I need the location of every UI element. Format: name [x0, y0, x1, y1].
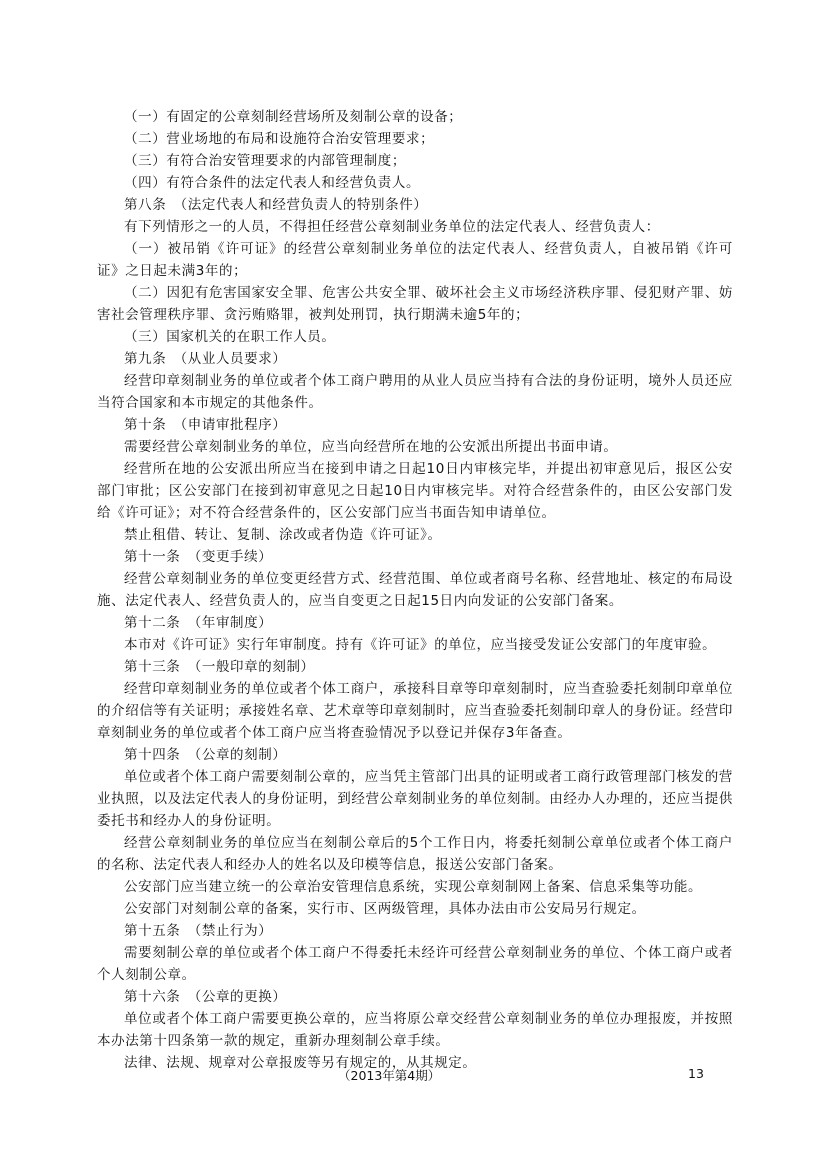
item-1: （一）有固定的公章刻制经营场所及刻制公章的设备； [124, 109, 463, 125]
article-15-heading: 第十五条 （禁止行为） [124, 923, 273, 939]
article-16-heading: 第十六条 （公章的更换） [124, 989, 287, 1005]
article-14-text-3: 公安部门应当建立统一的公章治安管理信息系统，实现公章刻制网上备案、信息采集等功能。 [124, 879, 703, 895]
article-8-item-1: （一）被吊销《许可证》的经营公章刻制业务单位的法定代表人、经营负责人，自被吊销《许可证》之日起未满3年的； [97, 241, 733, 279]
article-14-text-1: 单位或者个体工商户需要刻制公章的，应当凭主管部门出具的证明或者工商行政管理部门核发的营业执照，以及法定代表人的身份证明，到经营公章刻制业务的单位刻制。由经办人办理的，还应当提供委托书和经办人的身份证明。 [97, 769, 733, 829]
article-8-intro: 有下列情形之一的人员，不得担任经营公章刻制业务单位的法定代表人、经营负责人： [124, 219, 660, 235]
article-8-item-3: （三）国家机关的在职工作人员。 [124, 329, 336, 345]
article-8-heading: 第八条 （法定代表人和经营负责人的特别条件） [124, 197, 428, 213]
article-16-text-1: 单位或者个体工商户需要更换公章的，应当将原公章交经营公章刻制业务的单位办理报废，并按照本办法第十四条第一款的规定，重新办理刻制公章手续。 [97, 1011, 733, 1049]
article-10-heading: 第十条 （申请审批程序） [124, 417, 287, 433]
page-number: 13 [688, 1066, 704, 1081]
article-9-text: 经营印章刻制业务的单位或者个体工商户聘用的从业人员应当持有合法的身份证明，境外人员还应当符合国家和本市规定的其他条件。 [97, 373, 733, 411]
article-10-text-1: 需要经营公章刻制业务的单位，应当向经营所在地的公安派出所提出书面申请。 [124, 439, 618, 455]
article-15-text: 需要刻制公章的单位或者个体工商户不得委托未经许可经营公章刻制业务的单位、个体工商户或者个人刻制公章。 [97, 945, 733, 983]
article-10-text-2: 经营所在地的公安派出所应当在接到申请之日起10日内审核完毕，并提出初审意见后，报区公安部门审批；区公安部门在接到初审意见之日起10日内审核完毕。对符合经营条件的，由区公安部门发给《许可证》；对不符合经营条件的，区公安部门应当书面告知申请单位。 [97, 461, 733, 521]
article-13-heading: 第十三条 （一般印章的刻制） [124, 659, 315, 675]
item-4: （四）有符合条件的法定代表人和经营负责人。 [124, 175, 421, 191]
item-3: （三）有符合治安管理要求的内部管理制度； [124, 153, 406, 169]
document-body [97, 106, 733, 1074]
article-14-text-2: 经营公章刻制业务的单位应当在刻制公章后的5个工作日内，将委托刻制公章单位或者个体工商户的名称、法定代表人和经办人的姓名以及印模等信息，报送公安部门备案。 [97, 835, 733, 873]
article-10-text-3: 禁止租借、转让、复制、涂改或者伪造《许可证》。 [124, 527, 442, 543]
article-14-heading: 第十四条 （公章的刻制） [124, 747, 287, 763]
issue-label: （2013年第4期） [338, 1068, 441, 1083]
article-8-item-2: （二）因犯有危害国家安全罪、危害公共安全罪、破坏社会主义市场经济秩序罪、侵犯财产罪、妨害社会管理秩序罪、贪污贿赂罪，被判处刑罚，执行期满未逾5年的； [97, 285, 733, 323]
page-footer [0, 1066, 827, 1086]
article-13-text: 经营印章刻制业务的单位或者个体工商户，承接科目章等印章刻制时，应当查验委托刻制印章单位的介绍信等有关证明；承接姓名章、艺术章等印章刻制时，应当查验委托刻制印章人的身份证。经营印章刻制业务的单位或者个体工商户应当将查验情况予以登记并保存3年备查。 [97, 681, 733, 741]
article-14-text-4: 公安部门对刻制公章的备案，实行市、区两级管理，具体办法由市公安局另行规定。 [124, 901, 646, 917]
article-16-text-2: 法律、法规、规章对公章报废等另有规定的，从其规定。 [124, 1055, 477, 1071]
article-9-heading: 第九条 （从业人员要求） [124, 351, 287, 367]
article-11-heading: 第十一条 （变更手续） [124, 549, 273, 565]
article-11-text: 经营公章刻制业务的单位变更经营方式、经营范围、单位或者商号名称、经营地址、核定的布局设施、法定代表人、经营负责人的，应当自变更之日起15日内向发证的公安部门备案。 [97, 571, 733, 609]
article-12-heading: 第十二条 （年审制度） [124, 615, 273, 631]
item-2: （二）营业场地的布局和设施符合治安管理要求； [124, 131, 435, 147]
article-12-text: 本市对《许可证》实行年审制度。持有《许可证》的单位，应当接受发证公安部门的年度审验。 [124, 637, 717, 653]
